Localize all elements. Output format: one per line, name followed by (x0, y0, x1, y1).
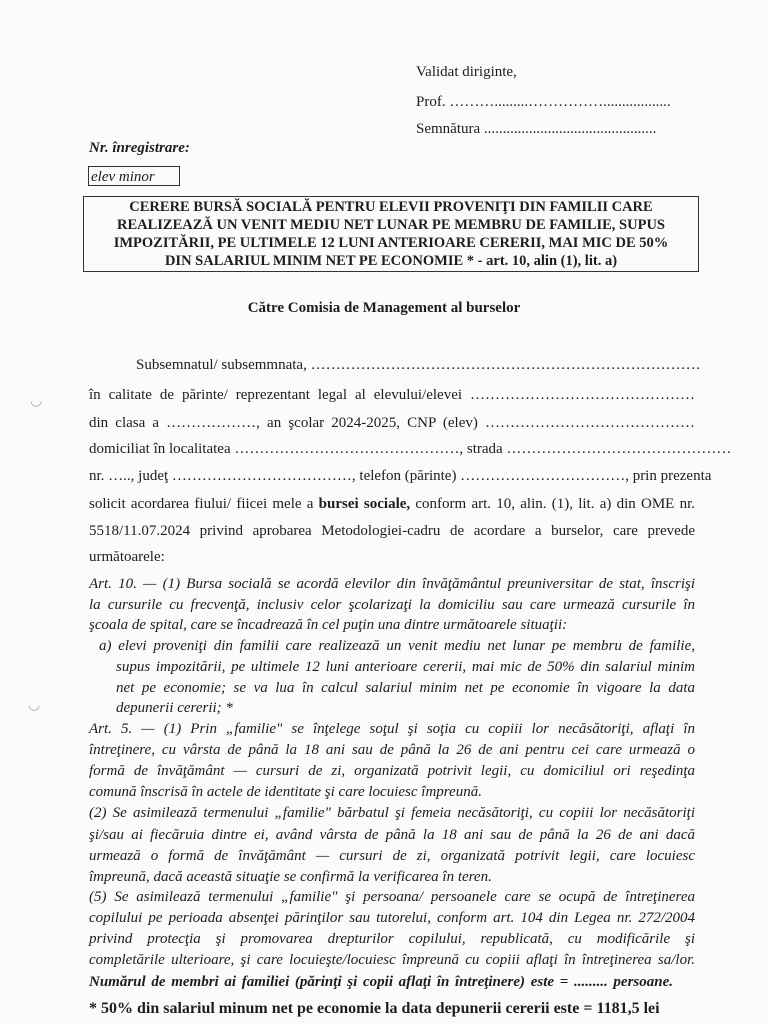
elev-minor-box: elev minor (88, 166, 180, 186)
art5-line: împreună, dacă această situaţie se confirmă la verificarea în teren. (89, 869, 492, 885)
art10-a-line: net pe economie; se va lua în calcul salariul minim net pe economie în vigoare la data (116, 680, 695, 696)
solicit-text: solicit acordarea fiului/ fiicei mele a (89, 496, 319, 512)
art5-line: copilului pe perioada absenţei părinţilor sau tutorelui, conform art. 104 din Legea nr. 272/2004 (89, 910, 695, 926)
art10-line: la cursurile cu frecvenţă, inclusiv celor şcolarizaţi la domiciliu sau care urmează cursurile în (89, 597, 695, 613)
form-line-subsemnatul: Subsemnatul/ subsemmnata, …………………………………………………………………… (136, 357, 701, 373)
punch-mark: ◡ (30, 394, 43, 409)
art10-a-line: a) elevi proveniţi din familii care realizează un venit mediu net lunar pe membru de familie, (99, 638, 695, 654)
art5-line: şi/sau ai fiecăruia dintre ei, având vârsta de până la 18 ani sau de până la 26 de ani dacă (89, 827, 695, 843)
art5-line: (2) Se asimilează termenului „familie" bărbatul şi femeia necăsătoriţi, cu copiii lor necăsătoriţi (89, 805, 695, 821)
form-line-solicit (89, 496, 695, 513)
form-line-parinte: în calitate de părinte/ reprezentant legal al elevului/elevei ……………………………………… (89, 387, 695, 403)
form-line-clasa: din clasa a ………………, an şcolar 2024-2025, CNP (elev) …………………………………… (89, 415, 695, 431)
footnote-salariu: * 50% din salariul minum net pe economie la data depunerii cererii este = 1181,5 lei (89, 1000, 660, 1017)
art5-line: urmează o formă de învăţământ — cursuri de zi, organizată potrivit legii, care locuiesc (89, 848, 695, 864)
form-line-ome: 5518/11.07.2024 privind aprobarea Metodologiei-cadru de acordare a burselor, care prevede (89, 523, 695, 539)
art10-line: şcoala de spital, care se încadrează în cel puţin una dintre următoarele situaţii: (89, 617, 568, 633)
validat-diriginte: Validat diriginte, (416, 64, 517, 80)
art5-line: Art. 5. — (1) Prin „familie" se înţelege soţul şi soţia cu copiii lor necăsătoriţi, aflaţi în (89, 721, 695, 737)
punch-mark: ◡ (28, 698, 41, 713)
addressee: Către Comisia de Management al burselor (247, 300, 521, 316)
art5-line: privind protecţia şi promovarea drepturilor copilului, republicată, cu modificările şi (89, 931, 695, 947)
title-line: DIN SALARIUL MINIM NET PE ECONOMIE * - art. 10, alin (1), lit. a) (164, 253, 618, 269)
form-line-domiciliu: domiciliat în localitatea ………………………………………, strada ……………………………………… (89, 441, 732, 457)
art5-line: comună înscrisă în actele de identitate şi care locuiesc împreună. (89, 784, 482, 800)
art5-line: (5) Se asimilează termenului „familie" şi persoana/ persoanele care se ocupă de întreţinerea (89, 889, 695, 905)
prof-line: Prof. ……….........…………….................. (416, 94, 671, 110)
title-line: REALIZEAZĂ UN VENIT MEDIU NET LUNAR PE MEMBRU DE FAMILIE, SUPUS (117, 217, 665, 233)
art5-line: întreţinere, cu vârsta de până la 18 ani sau de până la 26 de ani pentru cei care urmează o (89, 742, 695, 758)
semnatura-line: Semnătura .............................................. (416, 121, 657, 137)
document-title-box (83, 196, 699, 272)
art10-a-line: supus impozitării, pe ultimele 12 luni anterioare cererii, mai mic de 50% din salariul minim (116, 659, 695, 675)
conform-text: conform art. 10, alin. (1), lit. a) din OME nr. (410, 496, 695, 512)
nr-inregistrare-label: Nr. înregistrare: (89, 140, 190, 156)
form-line-telefon: nr. ….., judeţ ………………………………, telefon (părinte) ……………………………, prin prezenta (89, 468, 712, 484)
art10-line: Art. 10. — (1) Bursa socială se acordă elevilor din învăţământul preuniversitar de stat, înscrişi (89, 576, 695, 592)
art5-line: completările ulterioare, şi care locuieşte/locuiesc împreună cu copiii aflaţi în întreţinerea sa/lor. (89, 952, 695, 968)
numar-membri-line: Numărul de membri ai familiei (părinţi şi copii aflaţi în întreţinere) este = ......... persoane. (89, 974, 673, 990)
form-line-urmatoarele: următoarele: (89, 549, 165, 565)
art5-line: formă de învăţământ — cursuri de zi, organizată potrivit legii, cu domiciliul ori reşedinţa (89, 763, 695, 779)
title-line: IMPOZITĂRII, PE ULTIMELE 12 LUNI ANTERIOARE CERERII, MAI MIC DE 50% (113, 235, 669, 251)
title-line: CERERE BURSĂ SOCIALĂ PENTRU ELEVII PROVENIŢI DIN FAMILII CARE (129, 199, 653, 215)
art10-a-line: depunerii cererii; * (116, 700, 233, 716)
bursa-sociala-text: bursei sociale, (318, 496, 411, 512)
